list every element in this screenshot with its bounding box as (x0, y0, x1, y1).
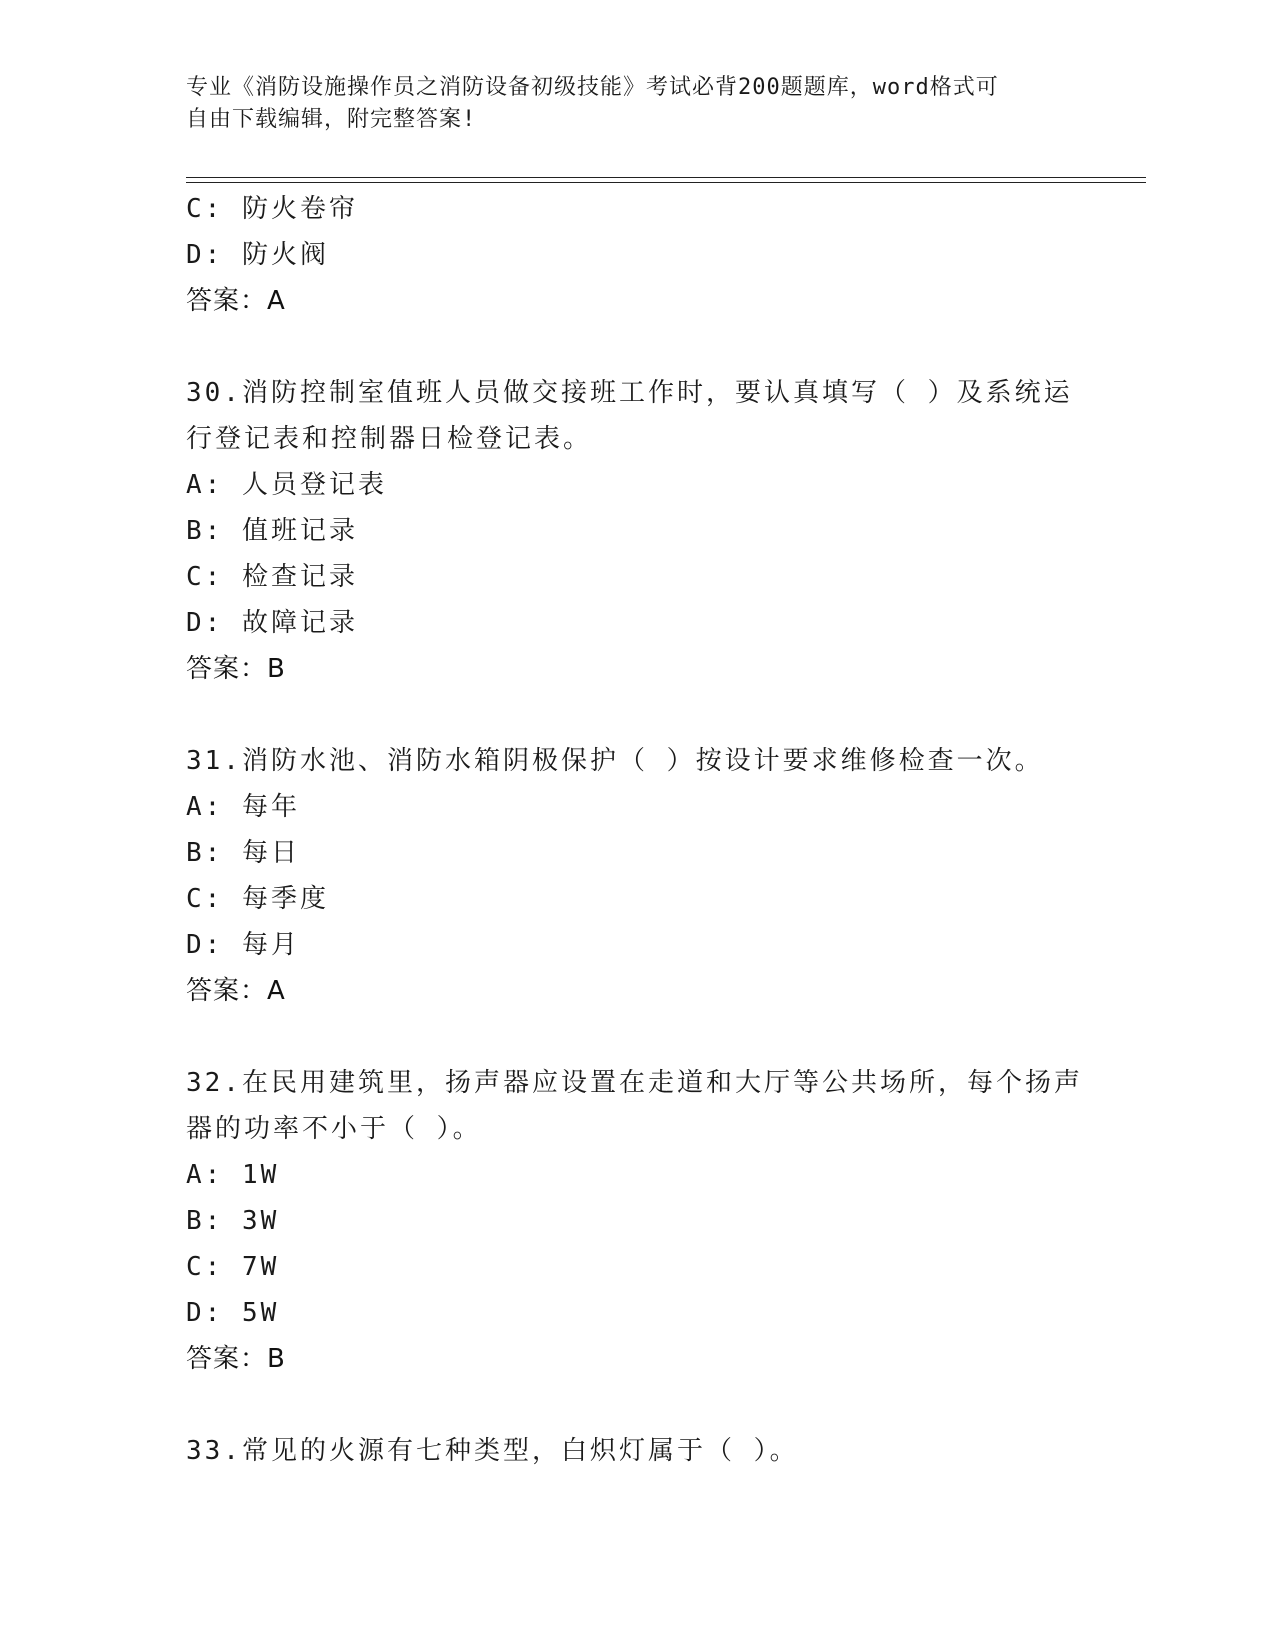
option-a: A: 人员登记表 (186, 470, 387, 500)
option-c: C: 防火卷帘 (186, 194, 358, 224)
option-d: D: 每月 (186, 930, 300, 960)
page-header (186, 72, 1086, 136)
header-divider-top (186, 177, 1146, 178)
option-a: A: 1W (186, 1160, 280, 1190)
spacer (186, 1382, 1086, 1428)
option-b: B: 值班记录 (186, 516, 358, 546)
header-divider-bottom (186, 182, 1146, 183)
spacer (186, 692, 1086, 738)
option-c: C: 检查记录 (186, 562, 358, 592)
option-c: C: 7W (186, 1252, 280, 1282)
option-b: B: 3W (186, 1206, 280, 1236)
option-c: C: 每季度 (186, 884, 329, 914)
spacer (186, 324, 1086, 370)
answer-line: 答案：A (186, 976, 286, 1006)
question-33 (186, 1428, 1086, 1474)
question-30 (186, 370, 1086, 692)
question-29-continuation (186, 186, 1086, 324)
question-text-line: 32.在民用建筑里，扬声器应设置在走道和大厅等公共场所，每个扬声 (186, 1068, 1083, 1098)
question-text-line: 33.常见的火源有七种类型，白炽灯属于（ ）。 (186, 1436, 799, 1466)
question-text-line: 31.消防水池、消防水箱阴极保护（ ）按设计要求维修检查一次。 (186, 746, 1044, 776)
question-text-line: 器的功率不小于（ ）。 (186, 1114, 482, 1144)
option-a: A: 每年 (186, 792, 300, 822)
answer-line: 答案：A (186, 286, 286, 316)
answer-line: 答案：B (186, 654, 286, 684)
question-32 (186, 1060, 1086, 1382)
answer-line: 答案：B (186, 1344, 286, 1374)
spacer (186, 1014, 1086, 1060)
option-d: D: 5W (186, 1298, 280, 1328)
question-31 (186, 738, 1086, 1014)
option-b: B: 每日 (186, 838, 300, 868)
question-text-line: 30.消防控制室值班人员做交接班工作时，要认真填写（ ）及系统运 (186, 378, 1073, 408)
question-text-line: 行登记表和控制器日检登记表。 (186, 424, 593, 454)
header-line-2: 自由下载编辑，附完整答案! (186, 107, 477, 132)
question-list (186, 186, 1086, 1474)
header-line-1: 专业《消防设施操作员之消防设备初级技能》考试必背200题题库，word格式可 (186, 75, 999, 100)
option-d: D: 故障记录 (186, 608, 358, 638)
option-d: D: 防火阀 (186, 240, 329, 270)
